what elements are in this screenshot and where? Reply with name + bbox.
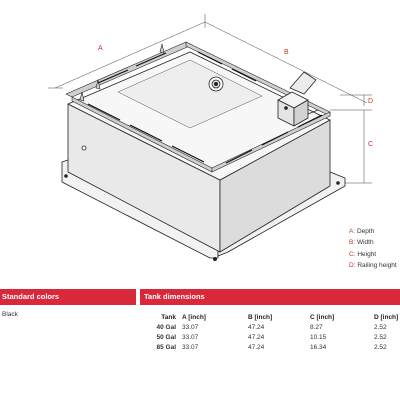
column-header-tank: Tank (161, 313, 176, 321)
dimension-line-c (330, 110, 372, 183)
dimension-label-c: C (368, 141, 374, 148)
dimension-label-d: D (368, 98, 374, 105)
dimension-label-b: B (284, 49, 289, 56)
table-row: 85 Gal 33.07 47.24 16.34 2.52 (156, 343, 387, 351)
dimension-label-a: A (98, 45, 103, 52)
table-row: 50 Gal 33.07 47.24 10.15 2.52 (156, 333, 387, 341)
color-item: Black (2, 311, 18, 318)
filler-cap (209, 77, 223, 91)
column-header-d: D [inch] (374, 313, 399, 321)
legend-item-height: C: Height (349, 250, 377, 258)
legend-item-width: B: Width (349, 239, 374, 247)
bolt-1 (213, 257, 216, 260)
standard-colors-header: Standard colors (0, 289, 136, 305)
table-header-row (140, 312, 400, 322)
side-fitting (82, 146, 86, 150)
bolt-2 (65, 175, 68, 178)
bolt-3 (337, 182, 340, 185)
legend-item-railing-height: D: Railing height (349, 261, 397, 269)
column-header-a: A [inch] (182, 313, 206, 321)
column-header-c: C [inch] (310, 313, 335, 321)
column-header-b: B [inch] (248, 313, 273, 321)
dimension-legend (349, 226, 397, 271)
tank-dimensions-table (140, 312, 400, 352)
table-row: 40 Gal 33.07 47.24 8.27 2.52 (156, 323, 387, 331)
tank-dimensions-header: Tank dimensions (140, 289, 400, 305)
legend-item-depth: A: Depth (349, 228, 375, 235)
